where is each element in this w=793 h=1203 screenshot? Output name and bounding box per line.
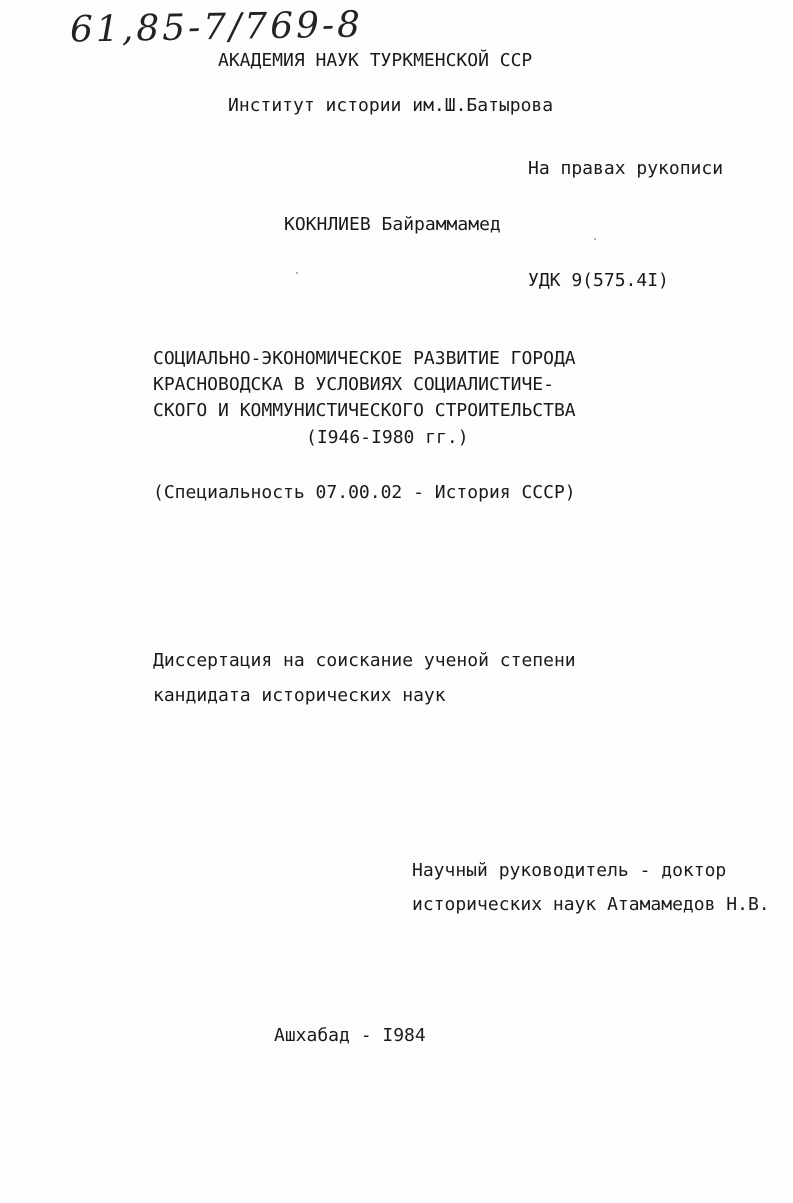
place-and-year: Ашхабад - I984 (274, 1025, 426, 1046)
supervisor-line-2: исторических наук Атамамедов Н.В. (412, 894, 770, 915)
title-years: (I946-I980 гг.) (306, 427, 469, 448)
dissertation-line-1: Диссертация на соискание ученой степени (153, 650, 576, 671)
manuscript-rights-note: На правах рукописи (528, 158, 724, 179)
title-line-3: СКОГО И КОММУНИСТИЧЕСКОГО СТРОИТЕЛЬСТВА (153, 400, 576, 421)
handwritten-archive-number: 61,85-7/769-8 (69, 4, 364, 51)
author-name: КОКНЛИЕВ Байраммамед (284, 214, 501, 235)
udc-code: УДК 9(575.4I) (528, 270, 669, 291)
supervisor-line-1: Научный руководитель - доктор (412, 860, 727, 881)
title-line-1: СОЦИАЛЬНО-ЭКОНОМИЧЕСКОЕ РАЗВИТИЕ ГОРОДА (153, 348, 576, 369)
specialty-line: (Специальность 07.00.02 - История СССР) (153, 482, 576, 503)
scan-speck (594, 238, 596, 240)
dissertation-line-2: кандидата исторических наук (153, 685, 446, 706)
institute-name: Институт истории им.Ш.Батырова (228, 95, 554, 116)
title-line-2: КРАСНОВОДСКА В УСЛОВИЯХ СОЦИАЛИСТИЧЕ- (153, 374, 554, 395)
academy-heading: АКАДЕМИЯ НАУК ТУРКМЕНСКОЙ ССР (218, 50, 533, 71)
scan-speck (296, 272, 298, 274)
